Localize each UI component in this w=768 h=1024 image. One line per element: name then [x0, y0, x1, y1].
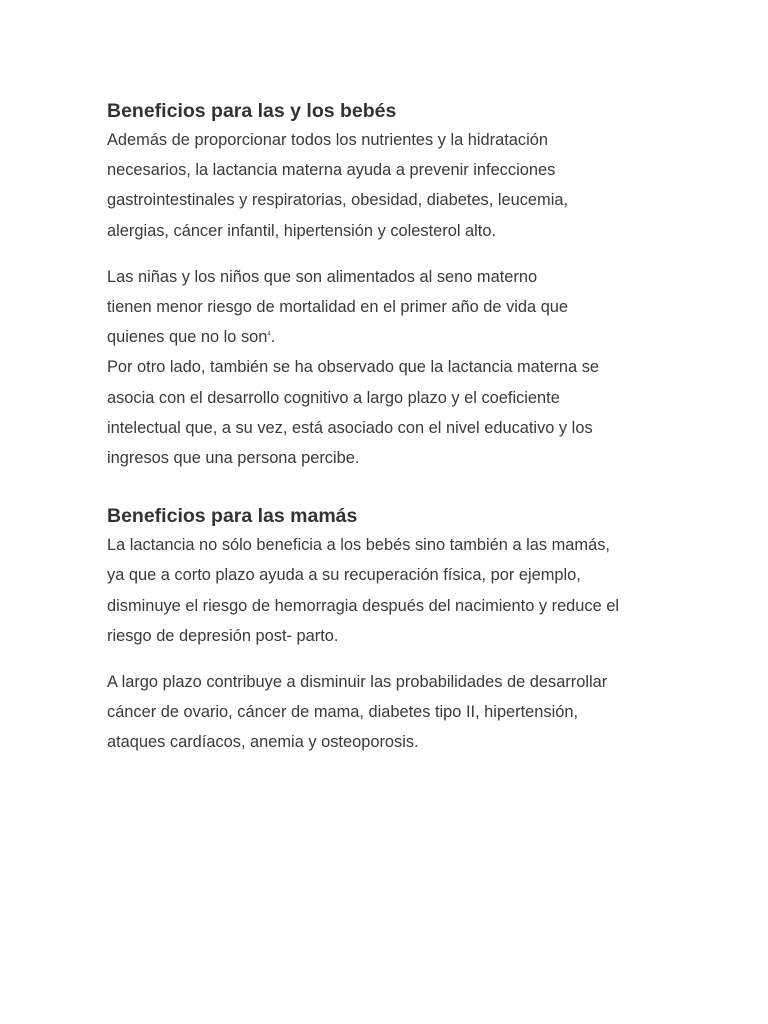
text-line: gastrointestinales y respiratorias, obesidad, diabetes, leucemia,: [107, 191, 569, 210]
text-line: asocia con el desarrollo cognitivo a largo plazo y el coeficiente: [107, 388, 560, 407]
section-moms-benefits: [107, 502, 668, 757]
text-line: ya que a corto plazo ayuda a su recuperación física, por ejemplo,: [107, 566, 581, 585]
text-fragment: quienes que no lo son: [107, 328, 268, 347]
text-fragment: .: [270, 328, 276, 347]
section-babies-benefits: [107, 97, 668, 473]
text-line: Además de proporcionar todos los nutrientes y la hidratación: [107, 131, 548, 149]
text-line: cáncer de ovario, cáncer de mama, diabetes tipo II, hipertensión,: [107, 703, 579, 722]
text-line: riesgo de depresión post- parto.: [107, 626, 339, 645]
text-line: [107, 322, 668, 352]
paragraph-babies-mortality: [107, 262, 668, 473]
text-line: necesarios, la lactancia materna ayuda a prevenir infecciones: [107, 161, 556, 180]
text-line: alergias, cáncer infantil, hipertensión y colesterol alto.: [107, 221, 497, 240]
paragraph-moms-short-term: [107, 530, 668, 651]
text-line: Las niñas y los niños que son alimentados al seno materno: [107, 267, 538, 286]
text-line: tienen menor riesgo de mortalidad en el primer año de vida que: [107, 298, 569, 317]
text-line: intelectual que, a su vez, está asociado con el nivel educativo y los: [107, 418, 593, 437]
text-line: disminuye el riesgo de hemorragia después del nacimiento y reduce el: [107, 596, 620, 615]
footnote-marker: 4: [267, 331, 271, 338]
heading-moms-benefits: Beneficios para las mamás: [107, 505, 358, 528]
paragraph-moms-long-term: [107, 667, 668, 758]
paragraph-babies-nutrients: [107, 125, 668, 246]
text-line: A largo plazo contribuye a disminuir las probabilidades de desarrollar: [107, 673, 608, 692]
text-line: ingresos que una persona percibe.: [107, 449, 360, 468]
text-line: La lactancia no sólo beneficia a los bebés sino también a las mamás,: [107, 536, 610, 555]
text-line: Por otro lado, también se ha observado que la lactancia materna se: [107, 358, 600, 377]
text-line: ataques cardíacos, anemia y osteoporosis.: [107, 733, 419, 752]
heading-babies-benefits: Beneficios para las y los bebés: [107, 100, 397, 122]
